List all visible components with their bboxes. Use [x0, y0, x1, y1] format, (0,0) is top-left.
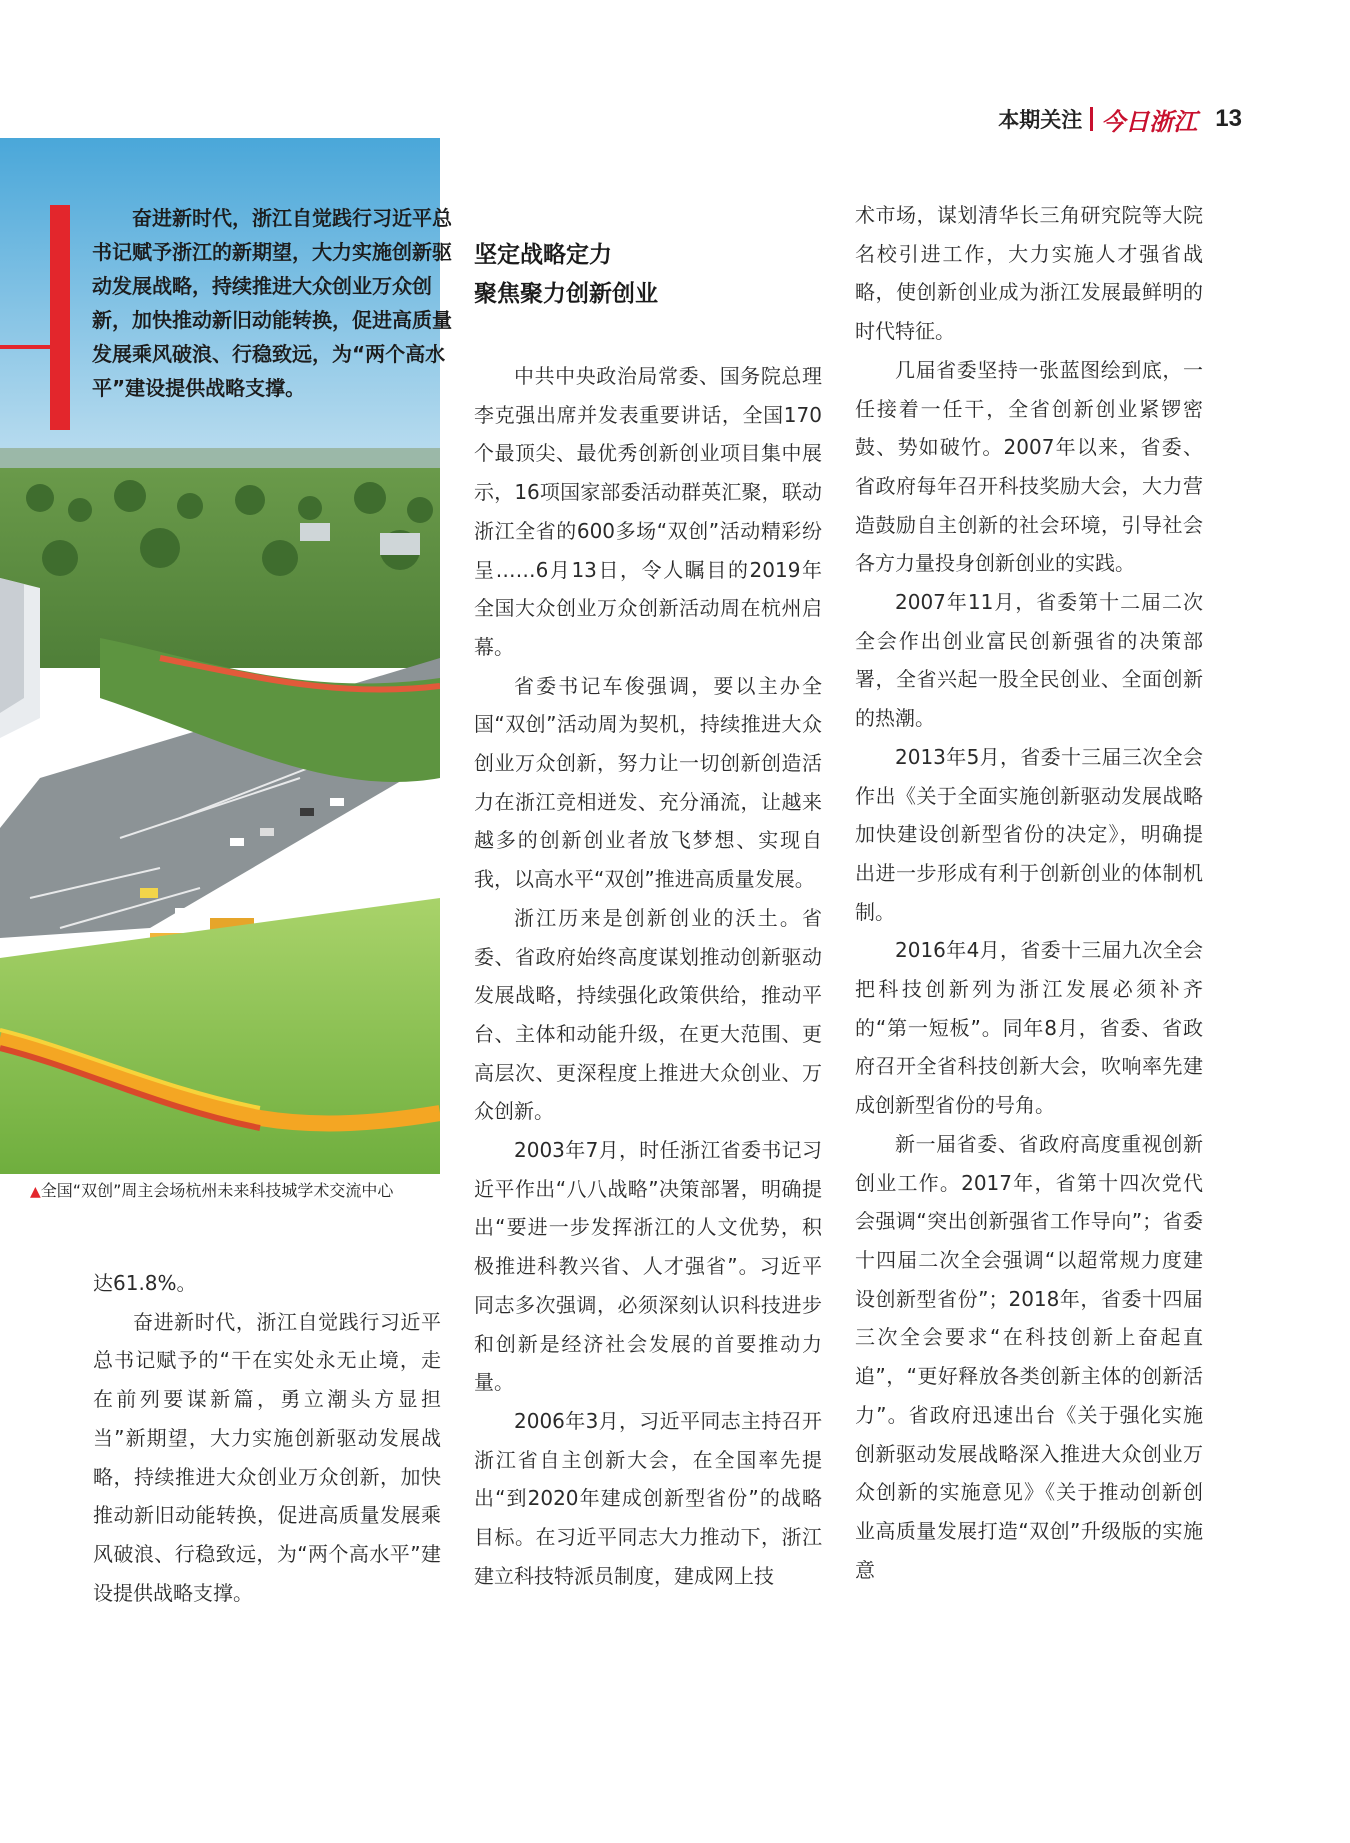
column-1: [93, 1264, 441, 1612]
column-2: [474, 357, 822, 1596]
page-number: 13: [1215, 105, 1242, 132]
paragraph: 省委书记车俊强调，要以主办全国“双创”活动周为契机，持续推进大众创业万众创新，努力让一切创新创造活力在浙江竞相迸发、充分涌流，让越来越多的创新创业者放飞梦想、实现自我，以高水平“双创”推进高质量发展。: [474, 673, 822, 892]
paragraph: 新一届省委、省政府高度重视创新创业工作。2017年，省第十四次党代会强调“突出创新强省工作导向”；省委十四届二次全会强调“以超常规力度建设创新型省份”；2018年，省委十四届三次全会要求“在科技创新上奋起直追”，“更好释放各类创新主体的创新活力”。省政府迅速出台《关于强化实施创新驱动发展战略深入推进大众创业万众创新的实施意见》《关于推动创新创业高质量发展打造“双创”升级版的实施意: [855, 1131, 1203, 1582]
paragraph: 中共中央政治局常委、国务院总理李克强出席并发表重要讲话，全国170个最顶尖、最优秀创新创业项目集中展示，16项国家部委活动群英汇聚，联动浙江全省的600多场“双创”活动精彩纷呈……6月13日，令人瞩目的2019年全国大众创业万众创新活动周在杭州启幕。: [474, 364, 822, 659]
subheading-line-1: 坚定战略定力: [474, 242, 612, 268]
paragraph: 2007年11月，省委第十二届二次全会作出创业富民创新强省的决策部署，全省兴起一股全民创业、全面创新的热潮。: [855, 590, 1203, 731]
photo-caption: [0, 1174, 440, 1208]
paragraph: 2003年7月，时任浙江省委书记习近平作出“八八战略”决策部署，明确提出“要进一步发挥浙江的人文优势，积极推进科教兴省、人才强省”。习近平同志多次强调，必须深刻认识科技进步和创新是经济社会发展的首要推动力量。: [474, 1138, 822, 1395]
subheading-line-2: 聚焦聚力创新创业: [474, 281, 658, 307]
paragraph: 达61.8%。: [93, 1271, 197, 1295]
paragraph: 2013年5月，省委十三届三次全会作出《关于全面实施创新驱动发展战略加快建设创新型省份的决定》，明确提出进一步形成有利于创新创业的体制机制。: [855, 744, 1203, 924]
page-header: [998, 104, 1242, 134]
paragraph: 2006年3月，习近平同志主持召开浙江省自主创新大会，在全国率先提出“到2020年建成创新型省份”的战略目标。在习近平同志大力推动下，浙江建立科技特派员制度，建成网上技: [474, 1408, 822, 1588]
header-divider: [1090, 107, 1093, 131]
paragraph: 2016年4月，省委十三届九次全会把科技创新列为浙江发展必须补齐的“第一短板”。同年8月，省委、省政府召开全省科技创新大会，吹响率先建成创新型省份的号角。: [855, 938, 1203, 1118]
section-label: 本期关注: [998, 108, 1083, 132]
column-3: [855, 196, 1203, 1589]
paragraph: 几届省委坚持一张蓝图绘到底，一任接着一任干，全省创新创业紧锣密鼓、势如破竹。2007年以来，省委、省政府每年召开科技奖励大会，大力营造鼓励自主创新的社会环境，引导社会各方力量投身创新创业的实践。: [855, 357, 1203, 576]
section-subheading: [474, 236, 814, 314]
callout-red-line: [0, 345, 50, 349]
callout-red-bar: [50, 205, 70, 430]
intro-text: 奋进新时代，浙江自觉践行习近平总书记赋予浙江的新期望，大力实施创新驱动发展战略，持续推进大众创业万众创新，加快推动新旧动能转换，促进高质量发展乘风破浪、行稳致远，为“两个高水平”建设提供战略支撑。: [92, 206, 452, 400]
paragraph: 术市场，谋划清华长三角研究院等大院名校引进工作，大力实施人才强省战略，使创新创业成为浙江发展最鲜明的时代特征。: [855, 203, 1203, 344]
paragraph: 浙江历来是创新创业的沃土。省委、省政府始终高度谋划推动创新驱动发展战略，持续强化政策供给，推动平台、主体和动能升级，在更大范围、更高层次、更深程度上推进大众创业、万众创新。: [474, 905, 822, 1124]
intro-callout: [50, 205, 452, 430]
magazine-brand: 今日浙江: [1101, 106, 1198, 136]
caption-text: 全国“双创”周主会场杭州未来科技城学术交流中心: [40, 1181, 394, 1200]
paragraph: 奋进新时代，浙江自觉践行习近平总书记赋予的“干在实处永无止境，走在前列要谋新篇，勇立潮头方显担当”新期望，大力实施创新驱动发展战略，持续推进大众创业万众创新，加快推动新旧动能转换，促进高质量发展乘风破浪、行稳致远，为“两个高水平”建设提供战略支撑。: [93, 1309, 441, 1605]
caption-triangle-icon: ▲: [30, 1184, 41, 1200]
